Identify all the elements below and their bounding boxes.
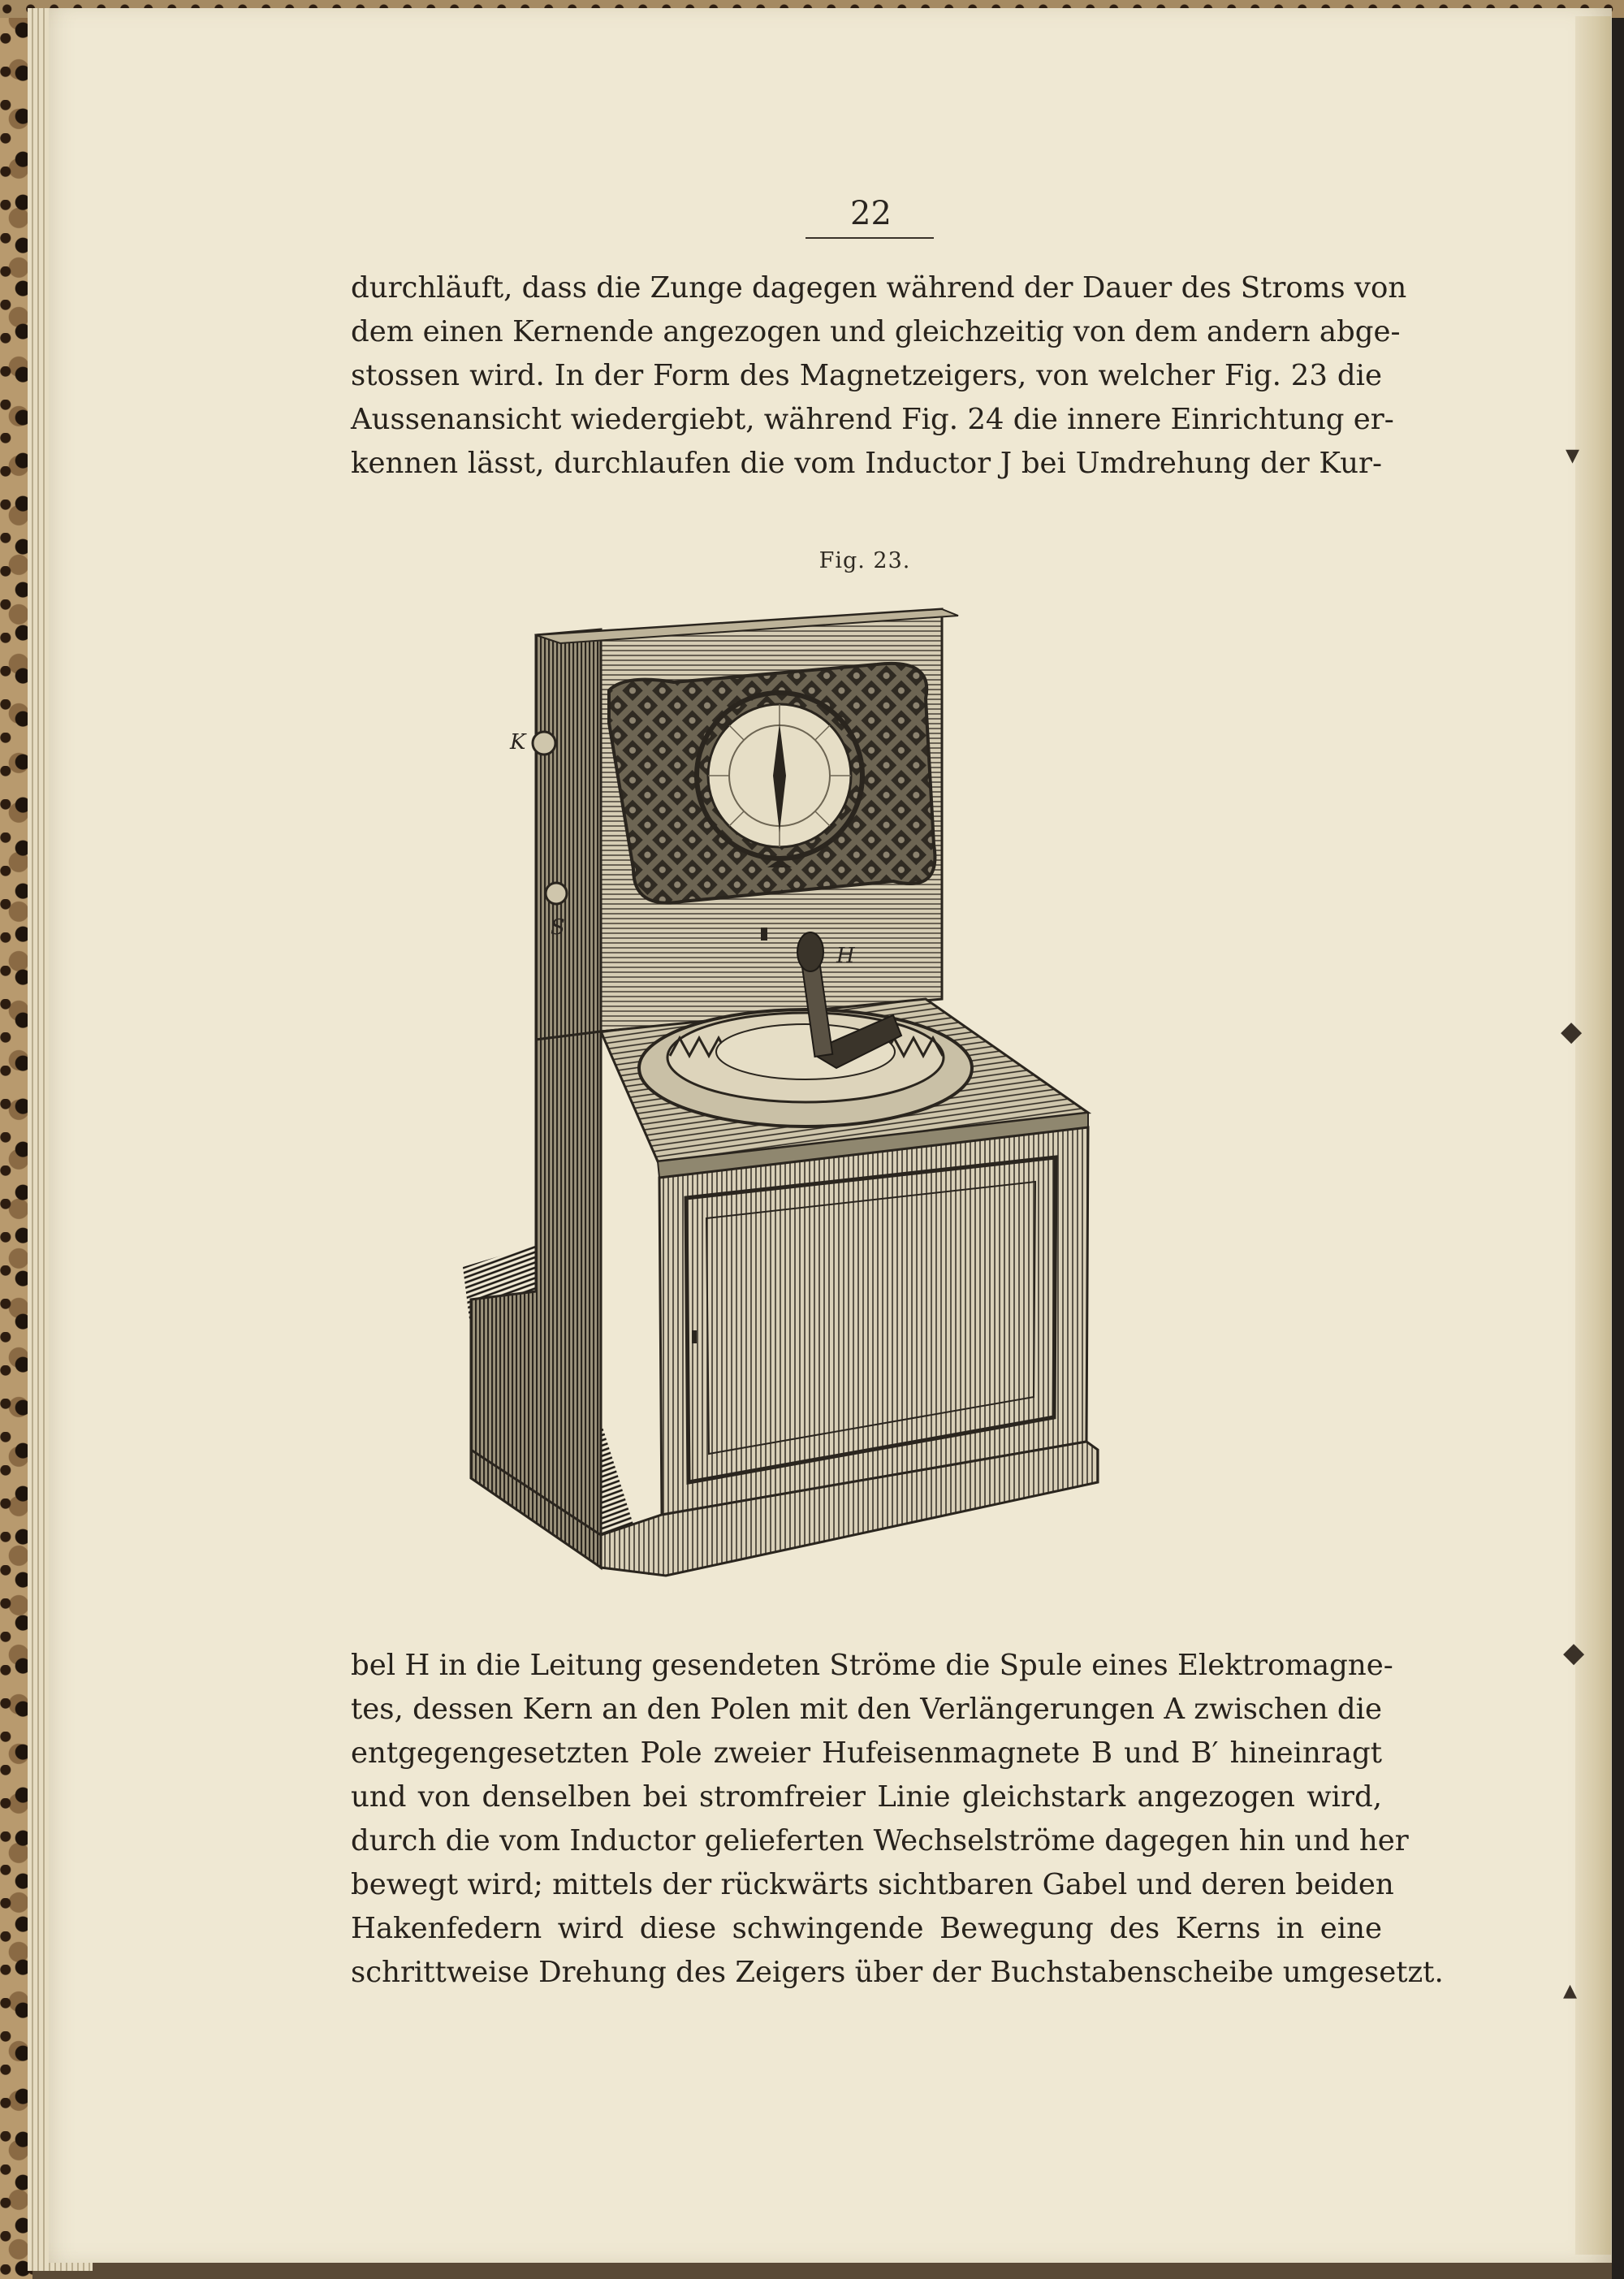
label-h: H: [836, 944, 855, 968]
label-k: K: [510, 730, 526, 755]
text-line: entgegengesetzten Pole zweier Hufeisenmagnete B und B′ hineinragt: [351, 1736, 1382, 1770]
text-line: kennen lässt, durchlaufen die vom Inductor J bei Umdrehung der Kur-: [351, 447, 1382, 480]
page-gutter: [1575, 16, 1611, 2255]
text-line: bewegt wird; mittels der rückwärts sichtbaren Gabel und deren beiden: [351, 1868, 1394, 1901]
text-line: dem einen Kernende angezogen und gleichzeitig von dem andern abge-: [351, 315, 1401, 348]
book-cover-right: [1612, 0, 1624, 2279]
text-line: durch die vom Inductor gelieferten Wechselströme dagegen hin und her: [351, 1824, 1409, 1857]
figure-caption: Fig. 23.: [818, 548, 911, 573]
page-tab-mark: ▾: [1566, 439, 1580, 471]
text-line: schrittweise Drehung des Zeigers über der Buchstabenscheibe umgesetzt.: [351, 1956, 1444, 1989]
label-s: S: [551, 915, 565, 940]
keyhole-upper: [761, 928, 767, 941]
text-line: Aussenansicht wiedergiebt, während Fig. 24 die innere Einrichtung er-: [351, 403, 1394, 436]
door-keyhole: [692, 1330, 697, 1343]
page-tab-mark: ▴: [1563, 1974, 1578, 2006]
text-line: stossen wird. In der Form des Magnetzeigers, von welcher Fig. 23 die: [351, 359, 1382, 392]
text-line: tes, dessen Kern an den Polen mit den Verlängerungen A zwischen die: [351, 1693, 1382, 1726]
text-line: durchläuft, dass die Zunge dagegen während der Dauer des Stroms von: [351, 271, 1407, 305]
figure-magnetzeiger-engraving: [438, 601, 1267, 1592]
text-line: Hakenfedern wird diese schwingende Bewegung des Kerns in eine: [351, 1912, 1382, 1945]
knob-k: [533, 732, 555, 755]
crank-knob[interactable]: [797, 932, 823, 971]
top-paragraph: [351, 266, 1407, 486]
upper-housing-side: [536, 629, 601, 1040]
page-tab-mark: ◆: [1563, 1637, 1585, 1669]
knob-s: [546, 883, 567, 904]
text-line: bel H in die Leitung gesendeten Ströme die Spule eines Elektromagne-: [351, 1649, 1393, 1682]
text-line: und von denselben bei stromfreier Linie gleichstark angezogen wird,: [351, 1780, 1382, 1814]
bottom-paragraph: [351, 1644, 1444, 1995]
page-number: 22: [850, 195, 892, 232]
page-number-rule: [806, 237, 934, 239]
page-tab-mark: ◆: [1561, 1015, 1583, 1048]
